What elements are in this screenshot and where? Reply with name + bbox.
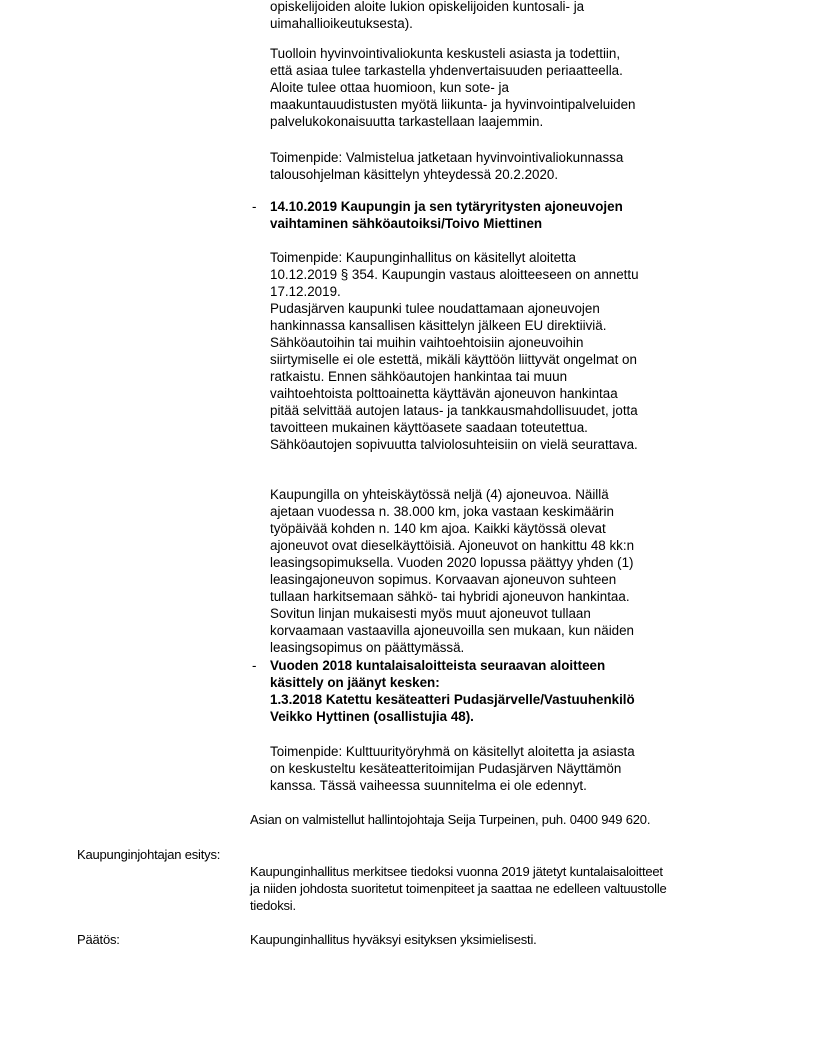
text-line: Aloite tulee ottaa huomioon, kun sote- ja: [270, 80, 509, 95]
proposal-text: [250, 863, 760, 914]
text-line: opiskelijoiden aloite lukion opiskelijoiden kuntosali- ja: [270, 0, 585, 14]
text-line: Sovitun linjan mukaisesti myös muut ajoneuvot tullaan: [270, 606, 591, 621]
text-line: 17.12.2019.: [270, 284, 341, 299]
intro-tail-paragraph: [270, 0, 690, 32]
toimenpide-paragraph: [270, 149, 690, 183]
decision-text: [250, 931, 760, 948]
text-line: tiedoksi.: [250, 898, 296, 913]
text-line: leasingsopimus on päättymässä.: [270, 640, 465, 655]
proposal-label: Kaupunginjohtajan esitys:: [77, 847, 221, 862]
item-title: [270, 198, 690, 232]
text-line: maakuntauudistusten myötä liikunta- ja hyvinvointipalveluiden: [270, 97, 636, 112]
text-line: 10.12.2019 § 354. Kaupungin vastaus aloitteeseen on annettu: [270, 267, 639, 282]
text-line: Veikko Hyttinen (osallistujia 48).: [270, 709, 474, 724]
text-line: uimahallioikeutuksesta).: [270, 16, 413, 31]
text-line: Kaupunginhallitus hyväksyi esityksen yksimielisesti.: [250, 932, 537, 947]
text-line: Sähköautojen sopivuutta talviolosuhteisiin on vielä seurattava.: [270, 437, 638, 452]
text-line: on keskusteltu kesäteatteritoimijan Pudasjärven Näyttämön: [270, 761, 622, 776]
text-line: tullaan harkitsemaan sähkö- tai hybridi ajoneuvon hankintaa.: [270, 589, 630, 604]
text-line: Pudasjärven kaupunki tulee noudattamaan ajoneuvojen: [270, 301, 600, 316]
text-line: Toimenpide: Kulttuurityöryhmä on käsitellyt aloitetta ja asiasta: [270, 744, 635, 759]
text-line: siirtymiselle ei ole estettä, mikäli käyttöön liittyvät ongelmat on: [270, 352, 637, 367]
tuolloin-paragraph: [270, 45, 690, 130]
item-body: [270, 743, 690, 794]
text-line: 1.3.2018 Katettu kesäteatteri Pudasjärvelle/Vastuuhenkilö: [270, 692, 635, 707]
text-line: pitää selvittää autojen lataus- ja tankkausmahdollisuudet, jotta: [270, 403, 638, 418]
text-line: leasingsopimuksella. Vuoden 2020 lopussa päättyy yhden (1): [270, 555, 634, 570]
decision-label: Päätös:: [77, 932, 120, 947]
text-line: ratkaistu. Ennen sähköautojen hankintaa tai muun: [270, 369, 568, 384]
text-line: ajoneuvot ovat dieselkäyttöisiä. Ajoneuvot on hankittu 48 kk:n: [270, 538, 635, 553]
text-line: hankinnassa kansallisen käsittelyn jälkeen EU direktiiviä.: [270, 318, 607, 333]
list-dash: -: [252, 658, 257, 673]
text-line: palvelukokonaisuutta tarkastellaan laajemmin.: [270, 114, 544, 129]
text-line: Toimenpide: Kaupunginhallitus on käsitellyt aloitetta: [270, 250, 576, 265]
text-line: että asiaa tulee tarkastella yhdenvertaisuuden periaatteella.: [270, 63, 623, 78]
text-line: talousohjelman käsittelyn yhteydessä 20.2.2020.: [270, 167, 559, 182]
text-line: ja niiden johdosta suoritetut toimenpiteet ja saattaa ne edelleen valtuustolle: [250, 881, 667, 896]
text-line: työpäivää kohden n. 140 km ajoa. Kaikki käytössä olevat: [270, 521, 606, 536]
text-line: ajetaan vuodessa n. 38.000 km, joka vastaan keskimäärin: [270, 504, 614, 519]
list-dash: -: [252, 199, 257, 214]
text-line: Asian on valmistellut hallintojohtaja Seija Turpeinen, puh. 0400 949 620.: [250, 812, 651, 827]
text-line: Toimenpide: Valmistelua jatketaan hyvinvointivaliokunnassa: [270, 150, 624, 165]
text-line: Tuolloin hyvinvointivaliokunta keskusteli asiasta ja todettiin,: [270, 46, 621, 61]
text-line: tavoitteen mukainen käyttöasete saadaan toteutettua.: [270, 420, 588, 435]
text-line: Kaupungilla on yhteiskäytössä neljä (4) ajoneuvoa. Näillä: [270, 487, 609, 502]
text-line: Vuoden 2018 kuntalaisaloitteista seuraavan aloitteen: [270, 658, 606, 673]
text-line: kanssa. Tässä vaiheessa suunnitelma ei ole edennyt.: [270, 778, 587, 793]
text-line: korvaamaan vastaavilla ajoneuvoilla sen mukaan, kun näiden: [270, 623, 635, 638]
preparer-note: [250, 811, 760, 828]
text-line: 14.10.2019 Kaupungin ja sen tytäryritysten ajoneuvojen: [270, 199, 623, 214]
text-line: käsittely on jäänyt kesken:: [270, 675, 440, 690]
text-line: vaihtoehtoista polttoainetta käyttävän ajoneuvon hankintaa: [270, 386, 618, 401]
text-line: Kaupunginhallitus merkitsee tiedoksi vuonna 2019 jätetyt kuntalaisaloitteet: [250, 864, 663, 879]
text-line: vaihtaminen sähköautoiksi/Toivo Miettinen: [270, 216, 543, 231]
text-line: leasingajoneuvon sopimus. Korvaavan ajoneuvon suhteen: [270, 572, 617, 587]
text-line: Sähköautoihin tai muihin vaihtoehtoisiin ajoneuvoihin: [270, 335, 584, 350]
item-body: [270, 486, 690, 656]
item-title: [270, 657, 690, 725]
item-body: [270, 249, 690, 453]
